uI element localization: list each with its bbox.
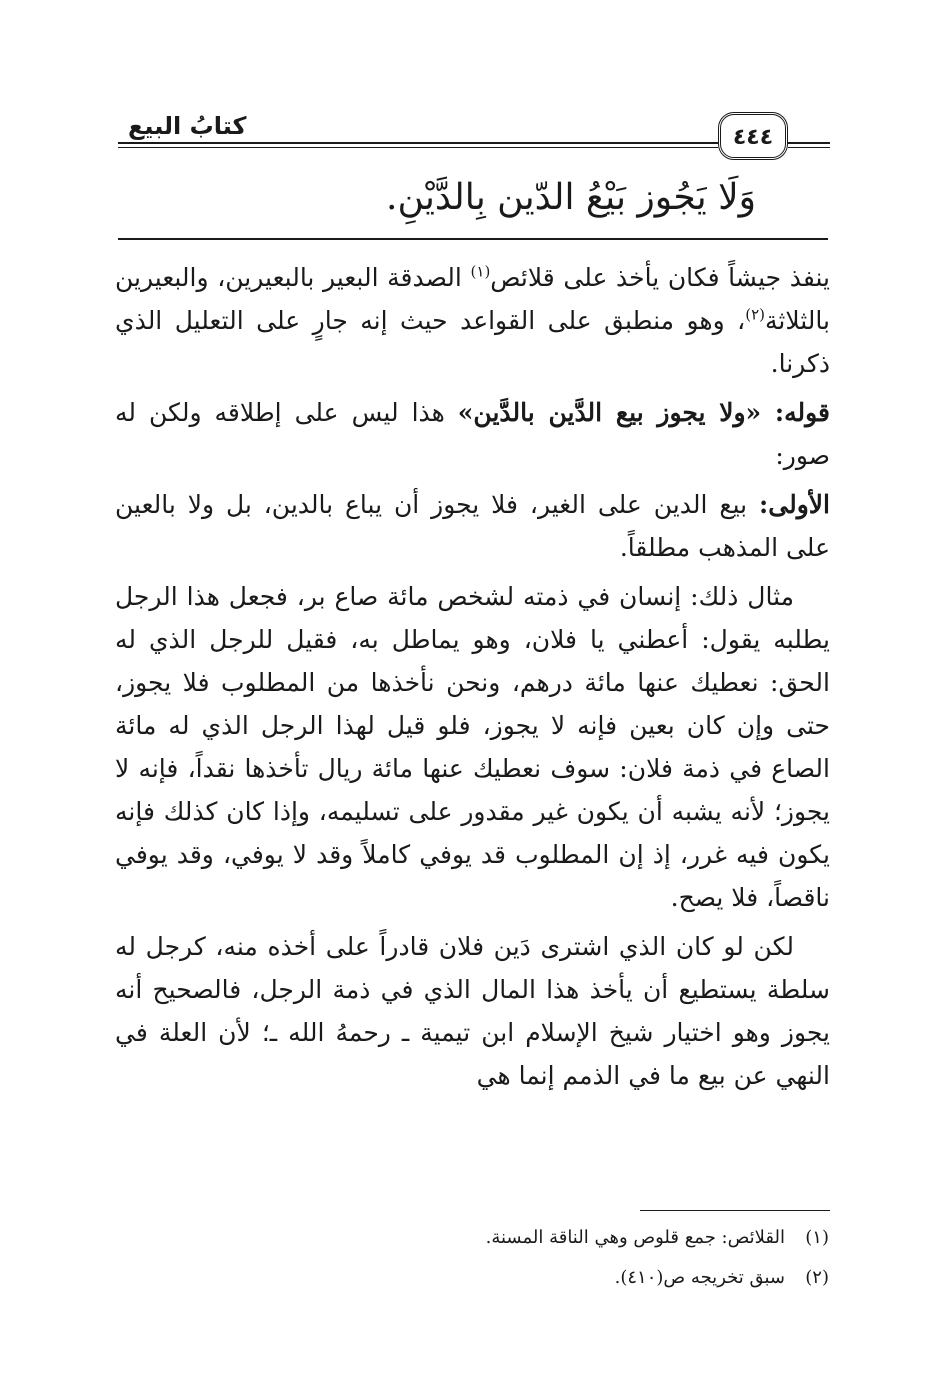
first-case-label: الأولى: xyxy=(759,490,830,519)
footnote-number: (٢) xyxy=(805,1267,829,1288)
header-rule xyxy=(118,147,718,148)
paragraph-5: لكن لو كان الذي اشترى دَين فلان قادراً على أخذه منه، كرجل له سلطة يستطيع أن يأخذ هذا المال الذي في ذمة الرجل، فالصحيح أنه يجوز وهو اختيار شيخ الإسلام ابن تيمية ـ رحمهُ الله ـ؛ لأن العلة في النهي عن بيع ما في الذمم إنما هي xyxy=(115,932,830,1090)
footnote-text: سبق تخريجه ص(٤١٠). xyxy=(614,1267,785,1288)
footnote-ref-1[interactable]: (١) xyxy=(470,262,491,281)
qawluhu-label: قوله: xyxy=(774,398,830,427)
footnote-number: (١) xyxy=(805,1227,829,1248)
matn-text: وَلَا يَجُوز بَيْعُ الدّين بِالدَّيْنِ. xyxy=(386,177,756,218)
commentary-body xyxy=(115,256,830,1103)
footnote-2 xyxy=(119,1258,829,1298)
chapter-title: كتابُ البيع xyxy=(124,112,250,140)
paragraph-4: مثال ذلك: إنسان في ذمته لشخص مائة صاع بر، فجعل هذا الرجل يطلبه يقول: أعطني يا فلان، وهو يماطل به، فقيل للرجل الذي له الحق: نعطيك عنها مائة درهم، ونحن نأخذها من المطلوب فلا يجوز، حتى وإن كان بعين فإنه لا يجوز، فلو قيل لهذا الرجل الذي له مائة الصاع في ذمة فلان: سوف نعطيك عنها مائة ريال تأخذها نقداً، فإنه لا يجوز؛ لأنه يشبه أن يكون غير مقدور على تسليمه، وإذا كان كذلك فإنه يكون فيه غرر، إذ إن المطلوب قد يوفي كاملاً وقد لا يوفي، وقد يوفي ناقصاً، فلا يصح. xyxy=(115,582,830,912)
matn-divider xyxy=(118,238,828,240)
footnote-ref-2[interactable]: (٢) xyxy=(745,305,765,324)
paragraph-3: الأولى: بيع الدين على الغير، فلا يجوز أن يباع بالدين، بل ولا بالعين على المذهب مطلقاً. xyxy=(115,490,830,562)
quoted-matn: «ولا يجوز بيع الدَّين بالدَّين» xyxy=(457,398,775,427)
header-rule xyxy=(788,147,830,148)
header-rule xyxy=(118,142,718,144)
footnote-1 xyxy=(119,1218,829,1258)
header-rule xyxy=(788,142,830,144)
paragraph-2: قوله: «ولا يجوز بيع الدَّين بالدَّين» هذا ليس على إطلاقه ولكن له صور: xyxy=(115,398,830,470)
paragraph-1: ينفذ جيشاً فكان يأخذ على قلائص$^{(١)}$ الصدقة البعير بالبعيرين، والبعيرين بالثلاثة$^{(٢)}$، وهو منطبق على القواعد حيث إنه جارٍ على التعليل الذي ذكرنا. xyxy=(115,262,830,378)
page-header xyxy=(118,112,830,162)
footnote-text: القلائص: جمع قلوص وهي الناقة المسنة. xyxy=(485,1227,785,1248)
footnotes xyxy=(119,1218,829,1298)
footnote-divider xyxy=(640,1210,830,1211)
page-number: ٤٤٤ xyxy=(718,112,788,160)
